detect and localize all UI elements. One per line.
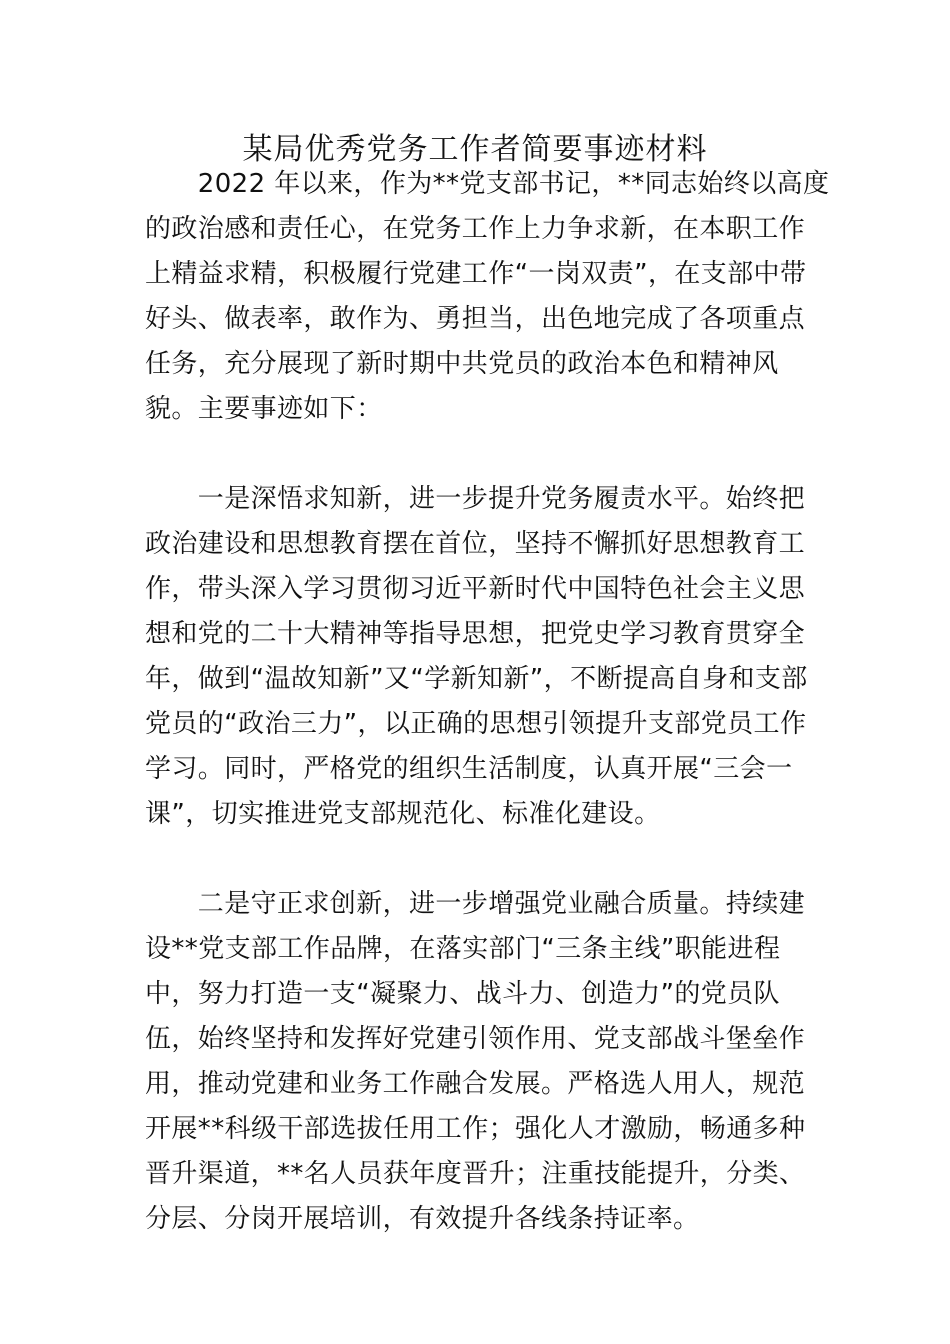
text-line: 党员的“政治三力”，以正确的思想引领提升支部党员工作 [145,709,807,739]
text-line: 任务，充分展现了新时期中共党员的政治本色和精神风 [145,349,779,379]
text-line: 分层、分岗开展培训，有效提升各线条持证率。 [145,1204,700,1234]
text-line: 二是守正求创新，进一步增强党业融合质量。持续建 [145,889,806,919]
text-line: 上精益求精，积极履行党建工作“一岗双责”，在支部中带 [145,259,807,289]
text-line: 好头、做表率，敢作为、勇担当，出色地完成了各项重点 [145,304,806,334]
paragraph-spacing [145,432,810,477]
text-line: 一是深悟求知新，进一步提升党务履责水平。始终把 [145,484,806,514]
text-line: 的政治感和责任心，在党务工作上力争求新，在本职工作 [145,214,806,244]
paragraph-intro [145,162,830,432]
text-line: 政治建设和思想教育摆在首位，坚持不懈抓好思想教育工 [145,529,806,559]
paragraph-spacing [145,837,810,882]
text-line: 伍，始终坚持和发挥好党建引领作用、党支部战斗堡垒作 [145,1024,806,1054]
document-body [145,162,830,1242]
text-line: 用，推动党建和业务工作融合发展。严格选人用人，规范 [145,1069,806,1099]
text-line: 年，做到“温故知新”又“学新知新”，不断提高自身和支部 [145,664,808,694]
document-title: 某局优秀党务工作者简要事迹材料 [242,132,708,167]
paragraph-second-point [145,882,810,1242]
text-line: 学习。同时，严格党的组织生活制度，认真开展“三会一 [145,754,793,784]
text-line: 开展**科级干部选拔任用工作；强化人才激励，畅通多种 [145,1114,806,1144]
text-line: 课”，切实推进党支部规范化、标准化建设。 [145,799,661,829]
text-line: 貌。主要事迹如下： [145,394,383,424]
text-line: 2022 年以来，作为**党支部书记，**同志始终以高度 [145,169,830,199]
text-line: 想和党的二十大精神等指导思想，把党史学习教育贯穿全 [145,619,806,649]
text-line: 作，带头深入学习贯彻习近平新时代中国特色社会主义思 [145,574,806,604]
text-line: 中，努力打造一支“凝聚力、战斗力、创造力”的党员队 [145,979,780,1009]
text-line: 晋升渠道，**名人员获年度晋升；注重技能提升，分类、 [145,1159,806,1189]
text-line: 设**党支部工作品牌，在落实部门“三条主线”职能进程 [145,934,781,964]
paragraph-first-point [145,477,810,837]
